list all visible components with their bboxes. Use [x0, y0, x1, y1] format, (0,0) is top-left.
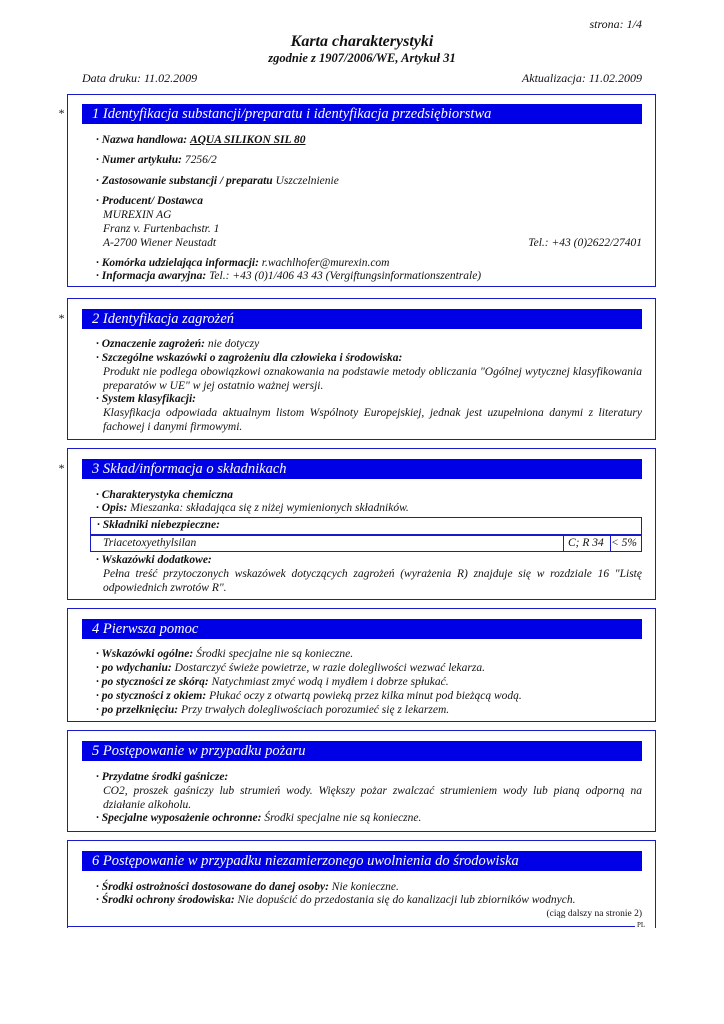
classification-label	[96, 392, 642, 406]
first-aid-inhalation-value: Dostarczyć świeże powietrze, w razie dolegliwości wezwać lekarza.	[174, 662, 485, 674]
classification-text: Klasyfikacja odpowiada aktualnym listom Wspólnoty Europejskiej, jednak jest uzupełniona danymi z literatury fachowej i danymi firmowymi.	[103, 407, 642, 433]
revision-mark: *	[58, 461, 64, 475]
protective-equipment-label: · Specjalne wyposażenie ochronne:	[96, 812, 262, 824]
first-aid-inhalation	[96, 661, 642, 675]
component-classification: C; R 34	[563, 536, 611, 551]
first-aid-ingestion	[96, 703, 642, 717]
hazard-marking-label: · Oznaczenie zagrożeń:	[96, 338, 205, 350]
hazardous-components-header	[90, 517, 642, 535]
additional-info-label-text: · Wskazówki dodatkowe:	[96, 554, 212, 566]
info-contact	[96, 256, 642, 270]
revision-mark: *	[58, 106, 64, 120]
additional-info-text: Pełna treść przytoczonych wskazówek dotyczących zagrożeń (wyrażenia R) znajduje się w rozdziale 16 "Listę odpowiednich zwrotów R".	[103, 568, 642, 594]
special-hazards-label	[96, 351, 642, 365]
article-number	[96, 153, 642, 167]
description-label: · Opis:	[96, 502, 128, 514]
section-4-title: 4 Pierwsza pomoc	[82, 619, 642, 639]
description-value: Mieszanka: składająca się z niżej wymienionych składników.	[130, 502, 409, 514]
producer-city: A-2700 Wiener Neustadt	[103, 237, 217, 249]
component-concentration: < 5%	[611, 537, 637, 549]
extinguishing-media-label	[96, 770, 642, 784]
chemical-characteristics	[96, 488, 642, 502]
trade-name-value: AQUA SILIKON SIL 80	[189, 134, 306, 146]
first-aid-eyes	[96, 689, 642, 703]
product-use	[96, 174, 642, 188]
section-5-title: 5 Postępowanie w przypadku pożaru	[82, 741, 642, 761]
description	[96, 501, 642, 515]
revision-mark: *	[58, 311, 64, 325]
continued-note: (ciąg dalszy na stronie 2)	[546, 909, 642, 919]
trade-name-label: · Nazwa handlowa:	[96, 134, 188, 146]
first-aid-skin-value: Natychmiast zmyć wodą i mydłem i dobrze spłukać.	[211, 676, 449, 688]
first-aid-skin	[96, 675, 642, 689]
first-aid-ingestion-label: · po przełknięciu:	[96, 704, 179, 716]
first-aid-general-label: · Wskazówki ogólne:	[96, 648, 194, 660]
producer-name: MUREXIN AG	[103, 209, 172, 221]
extinguishing-media-text: CO2, proszek gaśniczy lub strumień wody. Większy pożar zwalczać strumieniem wody lub pianą odporną na działanie alkoholu.	[103, 785, 642, 811]
protective-equipment-value: Środki specjalne nie są konieczne.	[264, 812, 422, 824]
chemical-characteristics-label: · Charakterystyka chemiczna	[96, 489, 234, 501]
info-contact-email[interactable]: r.wachlhofer@murexin.com	[261, 257, 390, 269]
footer-rule	[67, 926, 635, 927]
emergency-info	[96, 269, 642, 283]
language-code: PL	[637, 921, 646, 929]
section-3-title: 3 Skład/informacja o składnikach	[82, 459, 642, 479]
special-hazards-text: Produkt nie podlega obowiązkowi oznakowania na podstawie metody obliczania "Ogólnej wytycznej klasyfikowania preparatów w UE" w jej ostatnio ważnej wersji.	[103, 366, 642, 392]
personal-precautions	[96, 880, 642, 894]
first-aid-ingestion-value: Przy trwałych dolegliwościach porozumieć się z lekarzem.	[180, 704, 450, 716]
hazard-marking	[96, 337, 642, 351]
environmental-precautions-value: Nie dopuścić do przedostania się do kanalizacji lub zbiorników wodnych.	[237, 894, 576, 906]
info-contact-label: · Komórka udzielająca informacji:	[96, 257, 259, 269]
page-number: strona: 1/4	[589, 17, 642, 31]
producer-label-text: · Producent/ Dostawca	[96, 195, 204, 207]
producer-street: Franz v. Furtenbachstr. 1	[103, 223, 220, 235]
producer-label	[96, 194, 642, 208]
component-name: Triacetoxyethylsilan	[103, 537, 197, 549]
table-row	[90, 535, 642, 552]
page-subtitle: zgodnie z 1907/2006/WE, Artykuł 31	[268, 51, 456, 65]
trade-name	[96, 133, 642, 147]
print-date: Data druku: 11.02.2009	[82, 71, 198, 85]
first-aid-eyes-value: Płukać oczy z otwartą powieką przez kilka minut pod bieżącą wodą.	[209, 690, 522, 702]
section-1-title: 1 Identyfikacja substancji/preparatu i identyfikacja przedsiębiorstwa	[82, 104, 642, 124]
classification-label-text: · System klasyfikacji:	[96, 393, 196, 405]
section-2-title: 2 Identyfikacja zagrożeń	[82, 309, 642, 329]
page-title: Karta charakterystyki	[290, 33, 434, 50]
product-use-label: · Zastosowanie substancji / preparatu	[96, 175, 273, 187]
additional-info-label	[96, 553, 642, 567]
producer-phone: Tel.: +43 (0)2622/27401	[528, 237, 642, 249]
article-number-value: 7256/2	[184, 154, 217, 166]
update-date: Aktualizacja: 11.02.2009	[521, 71, 642, 85]
personal-precautions-label: · Środki ostrożności dostosowane do danej osoby:	[96, 881, 329, 893]
product-use-value: Uszczelnienie	[275, 175, 339, 187]
hazardous-components-label: · Składniki niebezpieczne:	[97, 519, 220, 531]
section-6-title: 6 Postępowanie w przypadku niezamierzonego uwolnienia do środowiska	[82, 851, 642, 871]
first-aid-eyes-label: · po styczności z okiem:	[96, 690, 207, 702]
extinguishing-media-label-text: · Przydatne środki gaśnicze:	[96, 771, 229, 783]
first-aid-skin-label: · po styczności ze skórą:	[96, 676, 209, 688]
emergency-info-value: Tel.: +43 (0)1/406 43 43 (Vergiftungsinformationszentrale)	[209, 270, 482, 282]
article-number-label: · Numer artykułu:	[96, 154, 182, 166]
first-aid-inhalation-label: · po wdychaniu:	[96, 662, 172, 674]
environmental-precautions-label: · Środki ochrony środowiska:	[96, 894, 235, 906]
environmental-precautions	[96, 893, 642, 907]
protective-equipment	[96, 811, 642, 825]
emergency-info-label: · Informacja awaryjna:	[96, 270, 207, 282]
first-aid-general	[96, 647, 642, 661]
hazard-marking-value: nie dotyczy	[207, 338, 260, 350]
personal-precautions-value: Nie konieczne.	[331, 881, 399, 893]
first-aid-general-value: Środki specjalne nie są konieczne.	[196, 648, 354, 660]
special-hazards-label-text: · Szczególne wskazówki o zagrożeniu dla człowieka i środowiska:	[96, 352, 403, 364]
